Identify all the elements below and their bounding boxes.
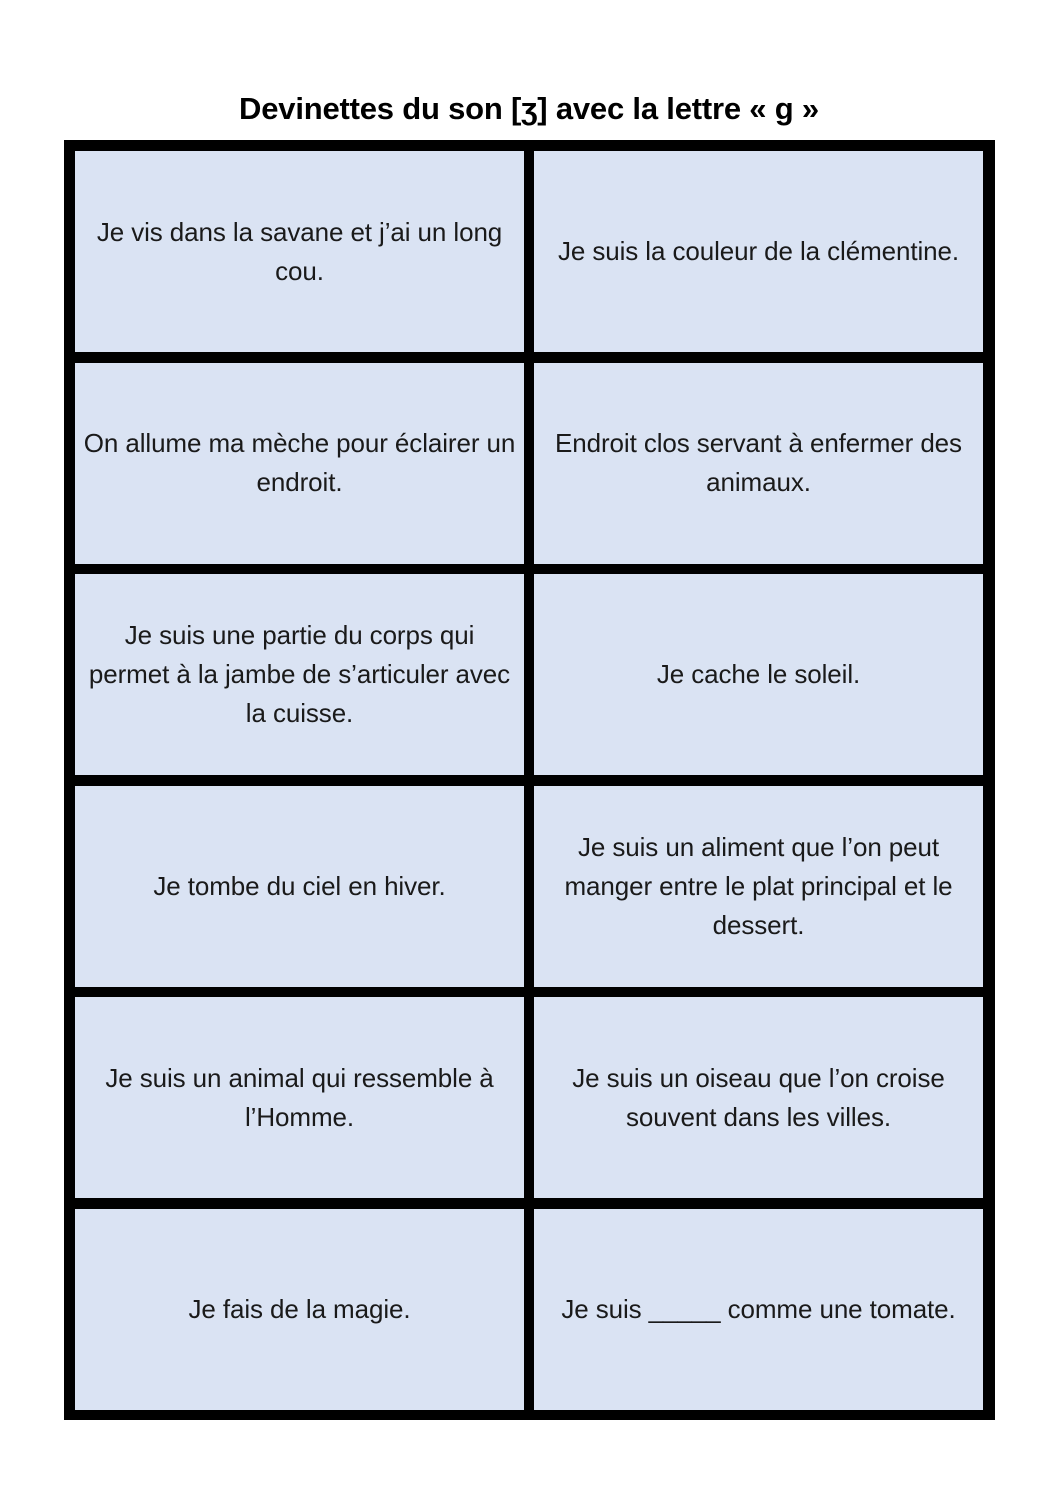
riddle-card [534,786,983,987]
riddle-text: Je cache le soleil. [656,659,861,690]
riddle-card [534,574,983,775]
riddle-text: Je suis la couleur de la clémentine. [557,236,960,266]
riddle-card [534,363,983,564]
page-title: Devinettes du son [ʒ] avec la lettre « g » [239,90,819,126]
riddle-text: Je fais de la magie. [188,1293,411,1324]
riddle-card [534,997,983,1198]
riddle-card-grid [64,140,995,1420]
riddle-text: Endroit clos servant à enfermer des animaux. [555,428,962,498]
riddle-card [75,363,524,564]
riddle-card [534,151,983,352]
riddle-card [534,1209,983,1410]
riddle-text: On allume ma mèche pour éclairer un endroit. [83,428,516,498]
riddle-text: Je vis dans la savane et j’ai un long cou. [96,216,503,286]
riddle-text: Je suis _____ comme une tomate. [561,1293,956,1324]
riddle-text: Je suis une partie du corps qui permet à la jambe de s’articuler avec la cuisse. [88,620,511,729]
riddle-text: Je suis un oiseau que l’on croise souvent dans les villes. [572,1062,945,1132]
riddle-text: Je suis un animal qui ressemble à l’Homme. [105,1062,494,1132]
riddle-text: Je suis un aliment que l’on peut manger entre le plat principal et le dessert. [564,831,953,940]
riddle-card [75,574,524,775]
riddle-card [75,1209,524,1410]
riddle-card [75,151,524,352]
riddle-card [75,997,524,1198]
riddle-card [75,786,524,987]
riddle-text: Je tombe du ciel en hiver. [153,870,446,901]
